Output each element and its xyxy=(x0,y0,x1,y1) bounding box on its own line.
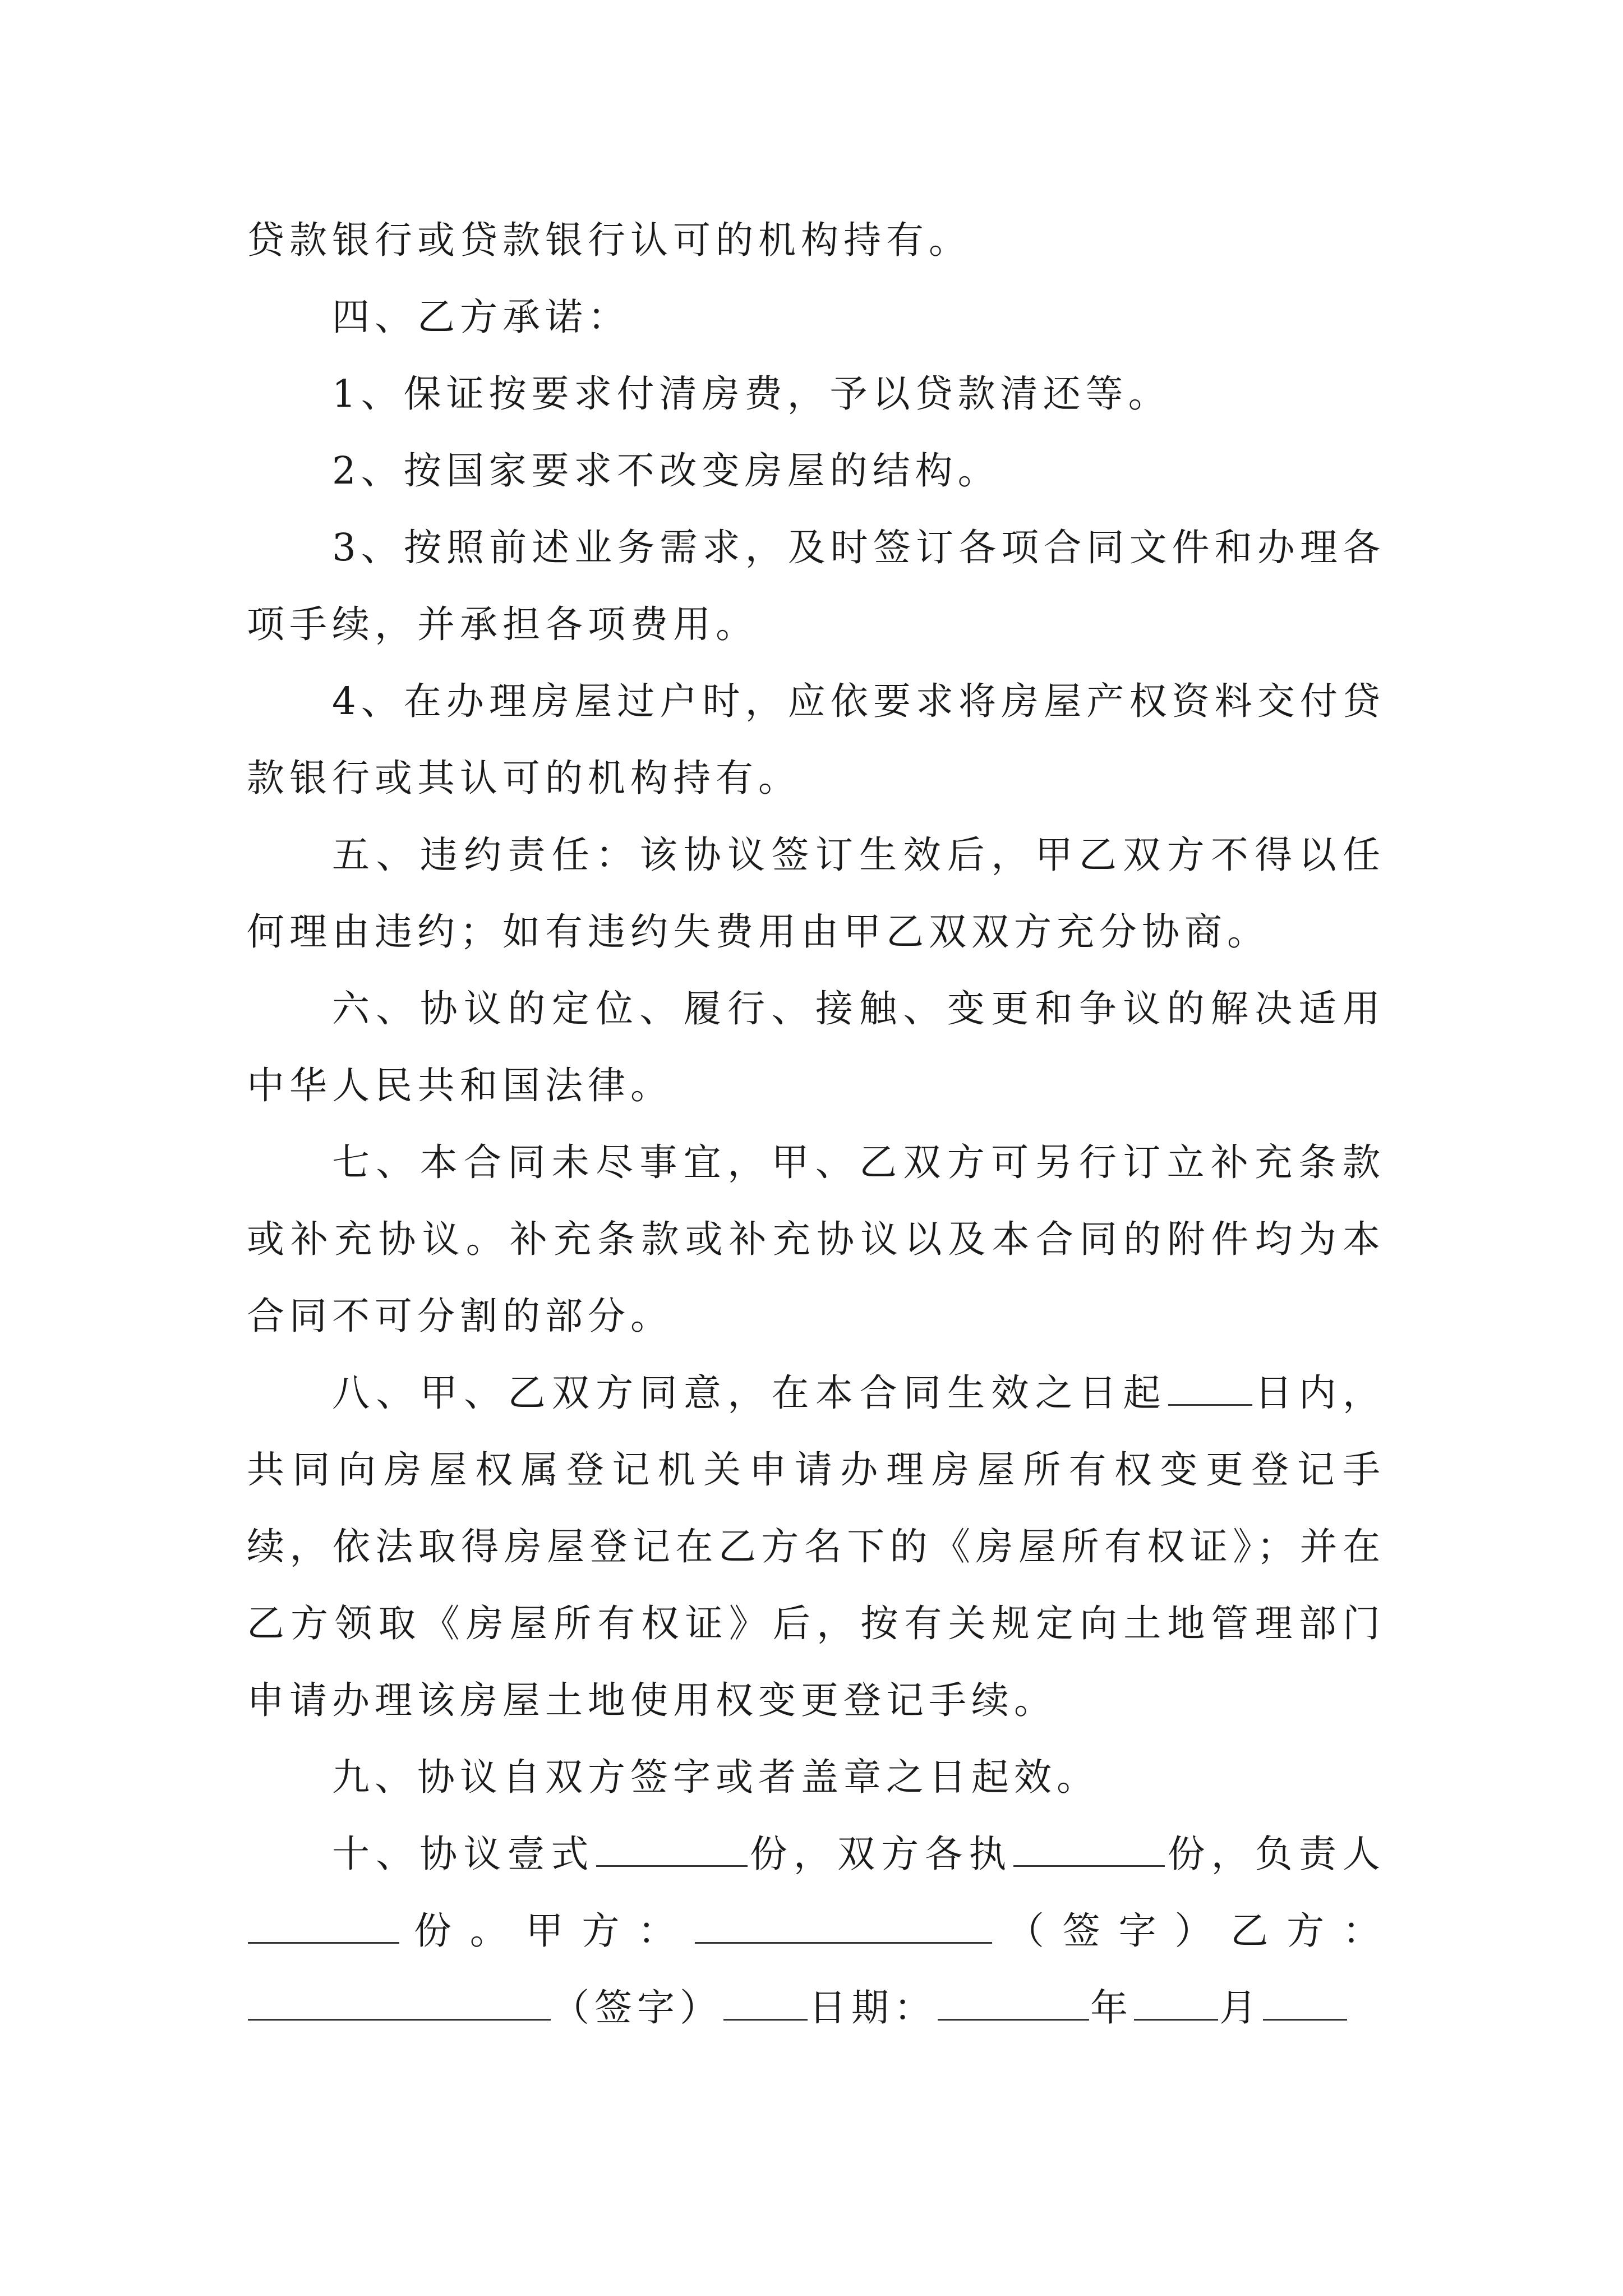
day-blank[interactable] xyxy=(1263,1986,1347,2021)
section-8-registration xyxy=(247,1355,1385,1739)
section-9-effective: 九、协议自双方签字或者盖章之日起效。 xyxy=(332,1755,1099,1799)
year-blank[interactable] xyxy=(938,1986,1089,2021)
section-8-text-after: 日内，共同向房屋权属登记机关申请办理房屋所有权变更登记手续，依法取得房屋登记在乙方名下的《房屋所有权证》；并在乙方领取《房屋所有权证》后，按有关规定向土地管理部门申请办理该房屋土地使用权变更登记手续。 xyxy=(247,1371,1386,1722)
party-b-label: （签字）乙方： xyxy=(993,1909,1386,1953)
paragraph-continuation: 贷款银行或贷款银行认可的机构持有。 xyxy=(247,218,971,262)
each-party-label: 份，双方各执 xyxy=(748,1832,1013,1876)
clause-4-1: 1、保证按要求付清房费，予以贷款清还等。 xyxy=(332,372,1171,416)
clause-4-3: 3、按照前述业务需求，及时签订各项合同文件和办理各项手续，并承担各项费用。 xyxy=(247,526,1385,646)
signature-extra-blank[interactable] xyxy=(723,1986,808,2021)
section-6-law: 六、协议的定位、履行、接触、变更和争议的解决适用中华人民共和国法律。 xyxy=(247,987,1385,1107)
contract-body xyxy=(247,202,1385,2046)
section-5-breach: 五、违约责任：该协议签订生效后，甲乙双方不得以任何理由违约；如有违约失费用由甲乙双双方充分协商。 xyxy=(247,833,1385,954)
clause-4-4: 4、在办理房屋过户时，应依要求将房屋产权资料交付贷款银行或其认可的机构持有。 xyxy=(247,679,1385,800)
section-7-supplement: 七、本合同未尽事宜，甲、乙双方可另行订立补充条款或补充协议。补充条款或补充协议以及本合同的附件均为本合同不可分割的部分。 xyxy=(247,1140,1385,1338)
copies-responsible-blank[interactable] xyxy=(248,1910,399,1944)
date-label: 日期： xyxy=(809,1986,937,2030)
party-a-label: 份。甲方： xyxy=(400,1909,694,1953)
copies-total-blank[interactable] xyxy=(596,1833,748,1867)
party-a-signature-blank[interactable] xyxy=(695,1910,992,1944)
section-10-copies xyxy=(247,1816,1385,2046)
copies-each-blank[interactable] xyxy=(1013,1833,1165,1867)
month-blank[interactable] xyxy=(1134,1986,1218,2021)
copies-label: 十、协议壹式 xyxy=(332,1832,595,1876)
party-b-signature-blank[interactable] xyxy=(248,1986,551,2021)
section-4-title: 四、乙方承诺： xyxy=(332,295,630,339)
section-8-text-before: 八、甲、乙双方同意，在本合同生效之日起 xyxy=(332,1371,1167,1415)
year-label: 年 xyxy=(1090,1986,1133,2030)
month-label: 月 xyxy=(1219,1986,1262,2030)
clause-4-2: 2、按国家要求不改变房屋的结构。 xyxy=(332,449,1000,493)
days-blank[interactable] xyxy=(1168,1372,1252,1406)
responsible-label: 份，负责人 xyxy=(1166,1832,1386,1876)
signature-label: （签字） xyxy=(552,1986,722,2030)
